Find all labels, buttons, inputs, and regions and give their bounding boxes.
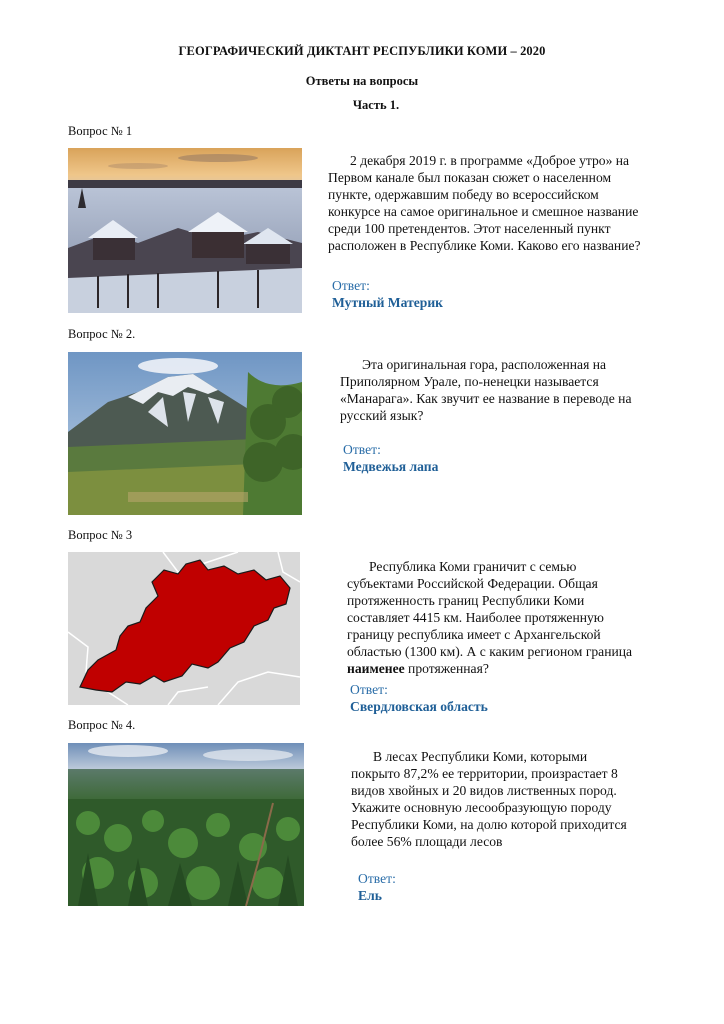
- question-1-text: [328, 152, 664, 254]
- answer-4-label: Ответ:: [358, 871, 396, 886]
- question-2-text: [340, 356, 664, 424]
- question-1-line-3: пункте, одержавшим победу во всероссийском: [328, 187, 599, 202]
- question-3-text: [347, 558, 664, 677]
- question-2-line-3: «Манарага». Как звучит ее название в переводе на: [340, 391, 632, 406]
- question-1-line-2: Первом канале был показан сюжет о населенном: [328, 170, 612, 185]
- answer-2-value: Медвежья лапа: [343, 459, 439, 474]
- question-1-line-4: конкурсе на самое оригинальное и смешное название: [328, 204, 639, 219]
- question-3-line-3: протяженность границ Республики Коми: [347, 593, 585, 608]
- question-4-line-4: Укажите основную лесообразующую породу: [351, 800, 612, 815]
- question-4-line-6: более 56% площади лесов: [351, 834, 503, 849]
- question-3-line-1: Республика Коми граничит с семью: [369, 559, 577, 574]
- question-1-label: Вопрос № 1: [68, 124, 133, 138]
- question-2-line-2: Приполярном Урале, по-ненецки называется: [340, 374, 599, 389]
- question-3-line-7-rest: протяженная?: [404, 661, 489, 676]
- answer-3-value: Свердловская область: [350, 699, 488, 714]
- komi-map-image: [68, 552, 300, 705]
- page-title: ГЕОГРАФИЧЕСКИЙ ДИКТАНТ РЕСПУБЛИКИ КОМИ – 2020: [178, 44, 546, 58]
- question-4-text: [351, 748, 664, 850]
- page-subtitle: Ответы на вопросы: [305, 74, 419, 88]
- question-2-line-1: Эта оригинальная гора, расположенная на: [362, 357, 607, 372]
- question-4-line-5: Республики Коми, на долю которой приходится: [351, 817, 627, 832]
- forest-image: [68, 743, 304, 906]
- question-4-line-1: В лесах Республики Коми, которыми: [373, 749, 588, 764]
- answer-1-label: Ответ:: [332, 278, 370, 293]
- question-1-line-6: расположен в Республике Коми. Каково его название?: [328, 238, 641, 253]
- part-heading: Часть 1.: [352, 98, 400, 112]
- question-3-emphasis: наименее: [347, 661, 405, 676]
- answer-1-value: Мутный Материк: [332, 295, 444, 310]
- question-3-label: Вопрос № 3: [68, 528, 133, 542]
- question-3-line-7: [347, 660, 664, 677]
- question-3-line-4: составляет 4415 км. Наиболее протяженную: [347, 610, 604, 625]
- question-4-line-2: покрыто 87,2% ее территории, произрастает 8: [351, 766, 618, 781]
- question-4-label: Вопрос № 4.: [68, 718, 136, 732]
- question-2-line-4: русский язык?: [340, 408, 424, 423]
- question-1-line-1: 2 декабря 2019 г. в программе «Доброе утро» на: [350, 153, 630, 168]
- mountain-image: [68, 352, 302, 515]
- question-3-line-6: областью (1300 км). А с каким регионом граница: [347, 644, 633, 659]
- question-1-line-5: среди 100 претендентов. Этот населенный пункт: [328, 221, 611, 236]
- answer-3-label: Ответ:: [350, 682, 388, 697]
- question-3-line-2: субъектами Российской Федерации. Общая: [347, 576, 598, 591]
- answer-4-value: Ель: [358, 888, 382, 903]
- question-2-label: Вопрос № 2.: [68, 327, 136, 341]
- question-3-line-5: границу республика имеет с Архангельской: [347, 627, 601, 642]
- question-4-line-3: видов хвойных и 20 видов лиственных пород.: [351, 783, 617, 798]
- snowy-village-image: [68, 148, 302, 313]
- answer-2-label: Ответ:: [343, 442, 381, 457]
